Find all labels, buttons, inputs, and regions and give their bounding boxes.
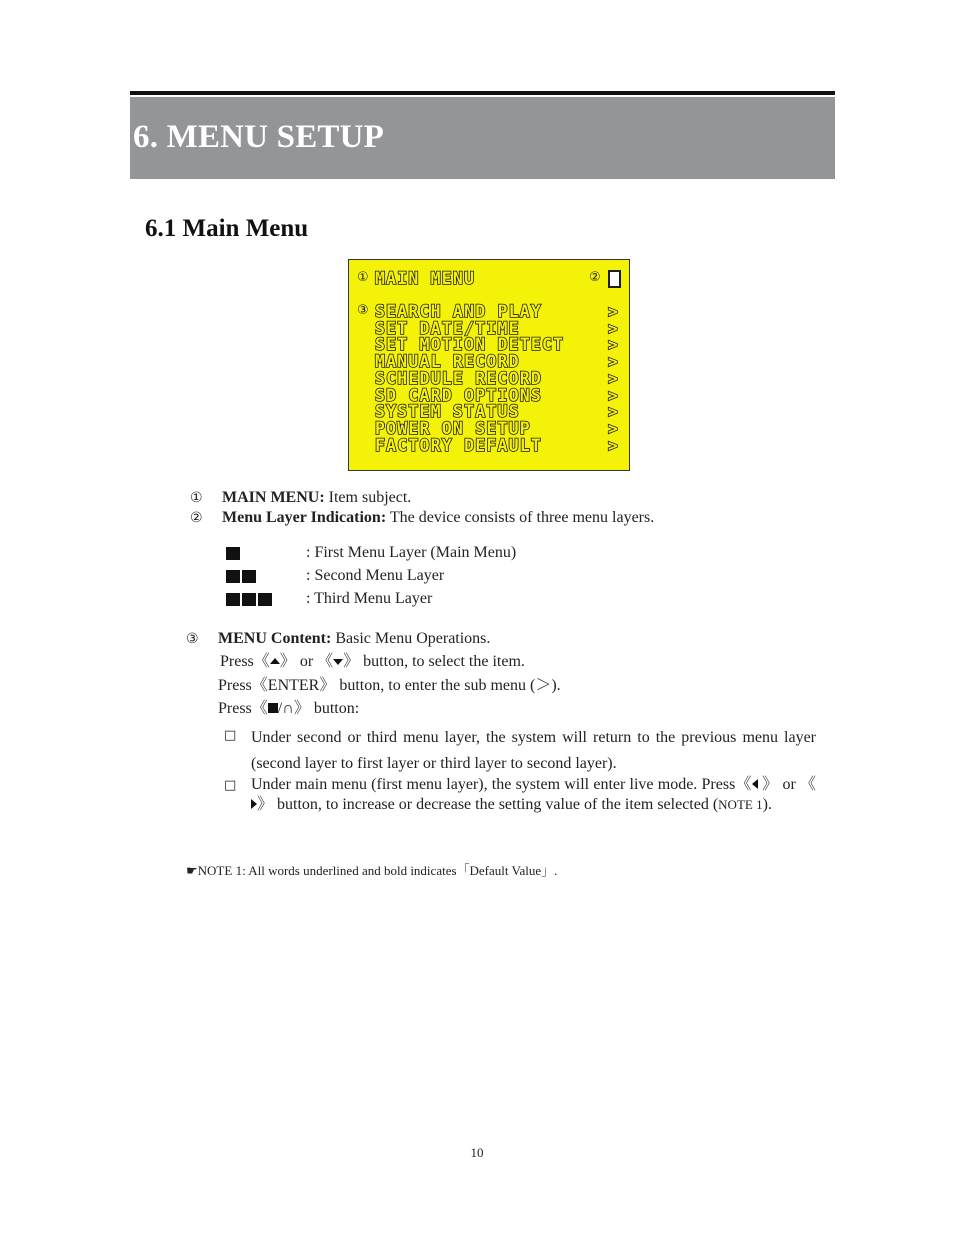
bullet-2-or: or [782, 776, 796, 793]
chapter-banner [130, 97, 835, 179]
enter-text: button, to enter the sub menu (＞). [335, 677, 561, 694]
press-word: Press [220, 653, 254, 670]
bracket: 》 [257, 796, 274, 813]
bullet-icon: □ [224, 728, 237, 743]
press-word: Press [218, 700, 252, 717]
bullet-icon: □ [224, 778, 237, 793]
note-text: NOTE 1: All words underlined and bold indicates「Default Value」. [197, 863, 558, 878]
slash: / [277, 700, 283, 717]
osd-menu-item: SYSTEM STATUS [375, 402, 520, 421]
osd-arrow-icon: > [608, 335, 618, 354]
button-colon: button: [309, 700, 360, 717]
bracket: 》 [762, 776, 779, 793]
bracket: 《 [735, 776, 752, 793]
desc-item-3 [186, 629, 199, 649]
left-arrow-icon [752, 779, 758, 789]
header-rule [130, 91, 835, 95]
layer-2-icon [226, 569, 258, 587]
enter-key: ENTER [267, 677, 320, 694]
osd-marker-1: ① [357, 270, 369, 285]
osd-menu-item: MANUAL RECORD [375, 352, 520, 371]
desc-2-text: The device consists of three menu layers. [386, 509, 655, 526]
osd-arrow-icon: > [608, 352, 618, 371]
bullet-2-text [251, 775, 816, 815]
osd-arrow-icon: > [608, 369, 618, 388]
desc-item-1-text [222, 488, 411, 508]
desc-3-text: Basic Menu Operations. [331, 630, 491, 647]
or-word: or [295, 653, 318, 670]
bracket: 》 [343, 653, 360, 670]
bracket: 《 [317, 653, 334, 670]
bracket: 》 [293, 700, 310, 717]
bracket: 《 [800, 776, 817, 793]
osd-menu-item: SEARCH AND PLAY [375, 302, 543, 321]
circled-2: ② [190, 510, 203, 526]
osd-arrow-icon: > [608, 436, 618, 455]
osd-layer-box-icon [608, 270, 621, 288]
bracket: 》 [319, 677, 336, 694]
press-stop-line [218, 699, 359, 719]
bracket: 《 [253, 653, 270, 670]
layer-1-text: : First Menu Layer (Main Menu) [306, 544, 517, 561]
stop-square-icon [268, 703, 278, 713]
note-line [186, 860, 557, 879]
layer-2-text: : Second Menu Layer [306, 567, 445, 584]
osd-title: MAIN MENU [375, 269, 476, 288]
label-menu-layer: Menu Layer Indication: [222, 509, 387, 526]
osd-marker-2: ② [589, 270, 601, 285]
press-word: Press [218, 677, 252, 694]
osd-arrow-icon: > [608, 302, 618, 321]
desc-item-2-text [222, 508, 654, 528]
desc-item-1 [190, 488, 203, 508]
bullet-1-text: Under second or third menu layer, the system will return to the previous menu layer (second layer to first layer or third layer to second layer). [251, 729, 816, 772]
circled-3: ③ [186, 631, 199, 647]
down-arrow-icon [333, 659, 343, 665]
label-main-menu: MAIN MENU: [222, 489, 325, 506]
pointing-hand-icon: ☛ [186, 864, 198, 879]
bullet-2-part-a: Under main menu (first menu layer), the system will enter live mode. Press [251, 776, 736, 793]
circled-1: ① [190, 490, 203, 506]
page-number: 10 [470, 1145, 484, 1160]
osd-menu-item: SET DATE/TIME [375, 319, 520, 338]
up-arrow-icon [270, 658, 280, 664]
bullet-2-part-c: button, to increase or decrease the setting value of the item selected ( [273, 796, 719, 813]
press-enter-line [218, 676, 561, 696]
desc-1-text: Item subject. [324, 489, 412, 506]
osd-menu-item: SD CARD OPTIONS [375, 386, 543, 405]
bracket: 》 [279, 653, 296, 670]
return-icon: ∩ [282, 700, 294, 717]
label-menu-content: MENU Content: [218, 630, 332, 647]
osd-arrow-icon: > [608, 319, 618, 338]
osd-menu-item: POWER ON SETUP [375, 419, 531, 438]
osd-menu-item: FACTORY DEFAULT [375, 436, 543, 455]
press-up-down-line [220, 652, 525, 672]
section-title: 6.1 Main Menu [145, 215, 309, 242]
select-text: button, to select the item. [359, 653, 525, 670]
osd-main-menu-screen [348, 259, 630, 471]
osd-menu-item: SCHEDULE RECORD [375, 369, 543, 388]
layer-3-icon [226, 592, 274, 610]
desc-item-3-text [218, 629, 490, 649]
osd-arrow-icon: > [608, 402, 618, 421]
osd-arrow-icon: > [608, 386, 618, 405]
layer-3-text: : Third Menu Layer [306, 590, 433, 607]
bracket: 《 [251, 677, 268, 694]
osd-arrow-icon: > [608, 419, 618, 438]
chapter-title: 6. MENU SETUP [133, 119, 385, 155]
bracket: 《 [251, 700, 268, 717]
layer-1-icon [226, 546, 242, 564]
desc-item-2 [190, 508, 203, 528]
note-ref: NOTE 1 [718, 797, 763, 812]
bullet-2-end: ). [762, 796, 772, 813]
osd-menu-item: SET MOTION DETECT [375, 335, 565, 354]
osd-marker-3: ③ [357, 303, 369, 318]
